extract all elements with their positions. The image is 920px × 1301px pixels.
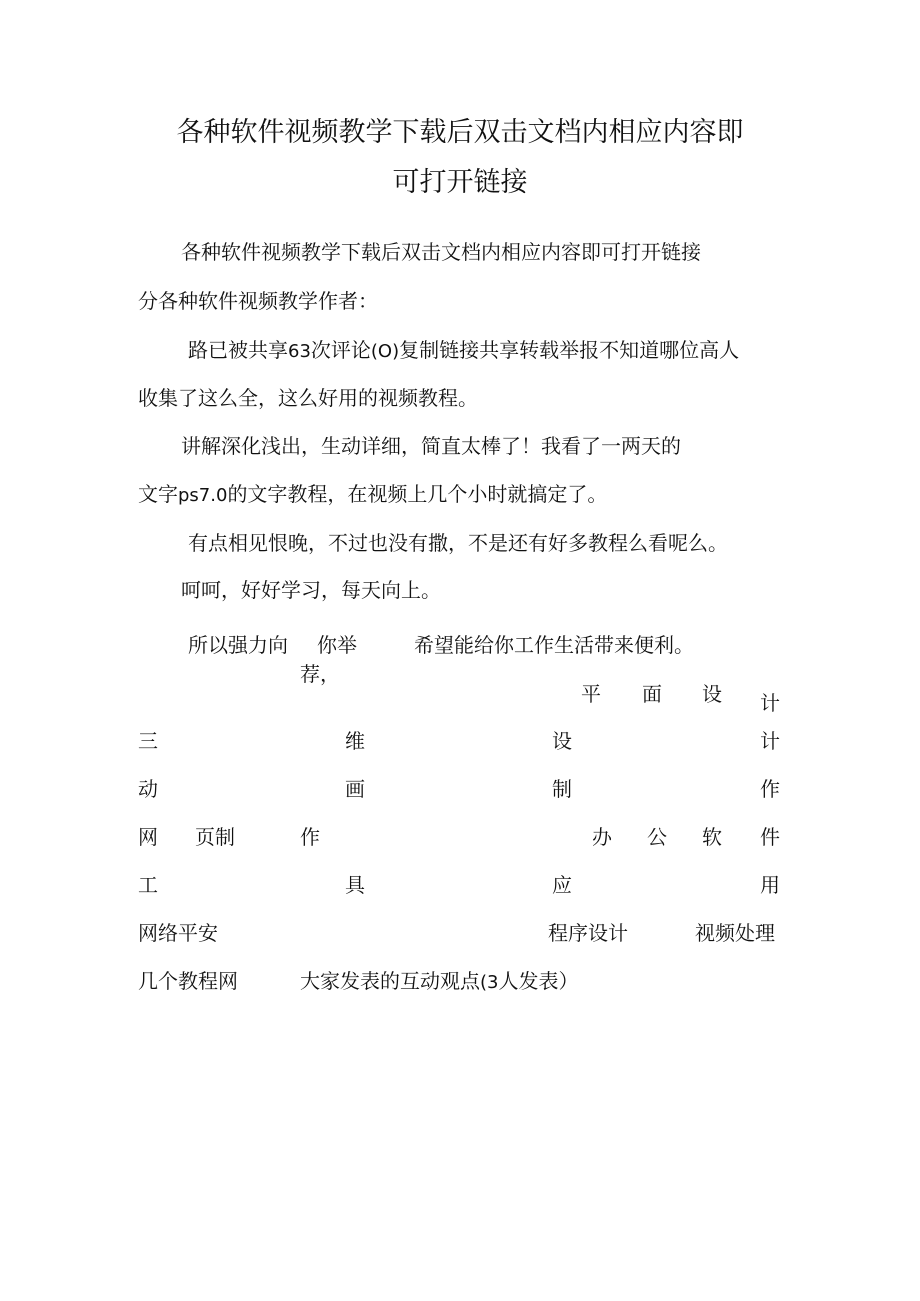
category-web-design-char-2[interactable]: 页制 — [195, 825, 235, 849]
paragraph-9-part-a: 所以强力向 — [188, 633, 288, 657]
paragraph-1: 各种软件视频教学下载后双击文档内相应内容即可打开链接 — [181, 240, 701, 264]
category-animation-char-1[interactable]: 动 — [138, 777, 158, 801]
category-web-design-char-1[interactable]: 网 — [138, 825, 158, 849]
category-tool-apps-char-1[interactable]: 工 — [138, 873, 158, 897]
paragraph-3-part-a: 路已被共享 — [188, 338, 288, 362]
category-graphic-design-char-2[interactable]: 面 — [642, 682, 662, 706]
software-version: ps7.0 — [178, 485, 228, 506]
footer-comment-count: (3 — [480, 972, 499, 993]
category-3d-design-char-1[interactable]: 三 — [138, 729, 158, 753]
category-animation-char-3[interactable]: 制 — [552, 777, 572, 801]
category-network-security[interactable]: 网络平安 — [138, 921, 218, 945]
category-3d-design-char-4[interactable]: 计 — [760, 729, 780, 753]
paragraph-3-part-d: 复制链接共享转载举报不知道哪位高人 — [399, 338, 740, 362]
category-animation-char-2[interactable]: 画 — [345, 777, 365, 801]
category-graphic-design-char-3[interactable]: 设 — [702, 682, 722, 706]
paragraph-3 — [188, 338, 739, 364]
category-graphic-design-char-1[interactable]: 平 — [581, 682, 601, 706]
paragraph-6-part-c: 的文字教程，在视频上几个小时就搞定了。 — [227, 482, 608, 506]
category-video-processing[interactable]: 视频处理 — [695, 921, 775, 945]
comment-count: (O) — [370, 341, 400, 362]
category-office-software-char-2[interactable]: 公 — [647, 825, 667, 849]
footer-site-name: 几个教程网 — [138, 969, 238, 993]
paragraph-9-part-b: 你举 — [317, 633, 357, 657]
category-programming[interactable]: 程序设计 — [548, 921, 628, 945]
paragraph-6 — [138, 482, 607, 508]
category-tool-apps-char-2[interactable]: 具 — [345, 873, 365, 897]
category-graphic-design-char-4[interactable]: 计 — [760, 691, 780, 715]
paragraph-8: 呵呵，好好学习，每天向上。 — [181, 578, 441, 602]
category-office-software-char-1[interactable]: 办 — [592, 825, 612, 849]
share-count: 63 — [288, 341, 311, 362]
document-title-line-1: 各种软件视频教学下载后双击文档内相应内容即 — [176, 117, 744, 148]
paragraph-9-part-c: 荐， — [300, 662, 340, 686]
category-3d-design-char-3[interactable]: 设 — [552, 729, 572, 753]
paragraph-4: 收集了这么全，这么好用的视频教程。 — [138, 386, 478, 410]
footer-comments-suffix: 人发表） — [498, 969, 579, 993]
paragraph-2: 分各种软件视频教学作者： — [138, 289, 378, 313]
document-title-line-2: 可打开链接 — [392, 167, 528, 198]
category-office-software-char-3[interactable]: 软 — [702, 825, 722, 849]
paragraph-3-part-b: 次评论 — [310, 338, 371, 362]
paragraph-7: 有点相见恨晚，不过也没有撒，不是还有好多教程么看呢么。 — [188, 531, 728, 555]
category-3d-design-char-2[interactable]: 维 — [345, 729, 365, 753]
category-office-software-char-4[interactable]: 件 — [760, 825, 780, 849]
paragraph-5: 讲解深化浅出，生动详细，简直太棒了！我看了一两天的 — [181, 434, 681, 458]
category-web-design-char-3[interactable]: 作 — [300, 825, 320, 849]
category-tool-apps-char-4[interactable]: 用 — [760, 873, 780, 897]
paragraph-6-part-a: 文字 — [138, 482, 178, 506]
footer-comments-label: 大家发表的互动观点 — [300, 969, 480, 993]
category-animation-char-4[interactable]: 作 — [760, 777, 780, 801]
paragraph-9-part-d: 希望能给你工作生活带来便利。 — [414, 633, 694, 657]
category-tool-apps-char-3[interactable]: 应 — [552, 873, 572, 897]
footer-comments — [300, 969, 578, 995]
